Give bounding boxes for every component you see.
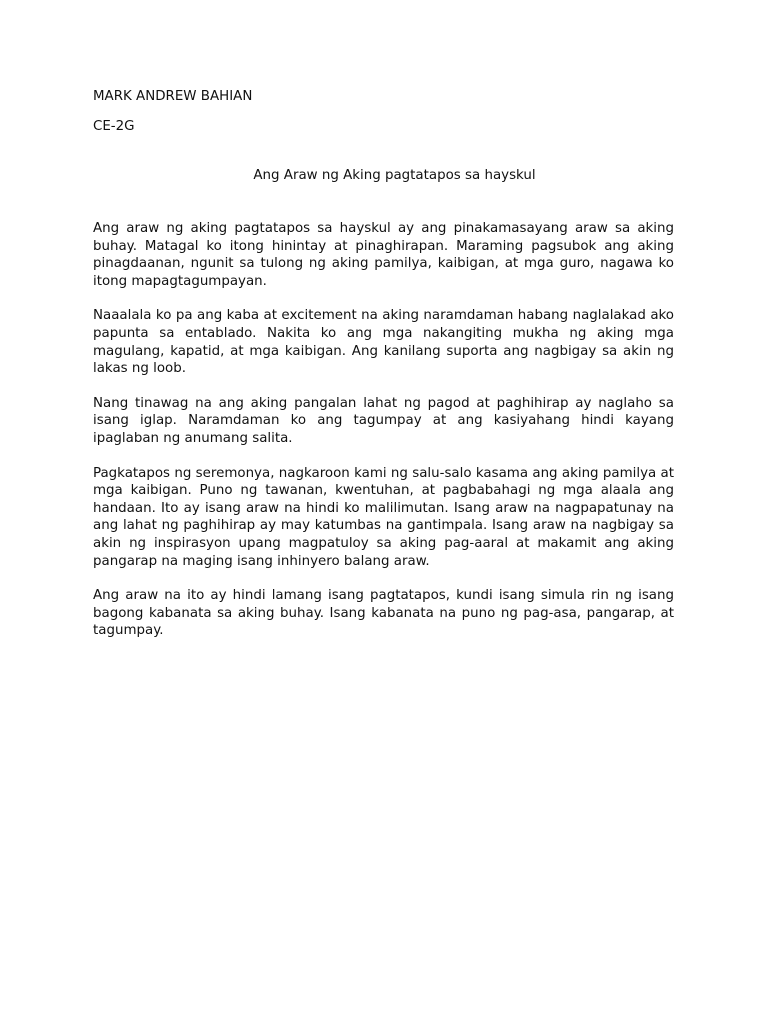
essay-title: Ang Araw ng Aking pagtatapos sa hayskul [253, 168, 536, 183]
essay-paragraph: Ang araw ng aking pagtatapos sa hayskul ay ang pinakamasayang araw sa aking buhay. Matagal ko itong hinintay at pinaghirapan. Maraming pagsubok ang aking pinagdaanan, ngunit sa tulong ng aking pamilya, kaibigan, at mga guro, nagawa ko itong mapagtagumpayan. [93, 221, 674, 289]
essay-paragraph: Ang araw na ito ay hindi lamang isang pagtatapos, kundi isang simula rin ng isang bagong kabanata sa aking buhay. Isang kabanata na puno ng pag-asa, pangarap, at tagumpay. [93, 588, 674, 639]
author-name: MARK ANDREW BAHIAN [93, 89, 253, 104]
essay-paragraph: Pagkatapos ng seremonya, nagkaroon kami ng salu-salo kasama ang aking pamilya at mga kaibigan. Puno ng tawanan, kwentuhan, at pagbabahagi ng mga alaala ang handaan. Ito ay isang araw na hindi ko malilimutan. Isang araw na nagpapatunay na ang lahat ng paghihirap ay may katumbas na gantimpala. Isang araw na nagbigay sa akin ng inspirasyon upang magpatuloy sa aking pag-aaral at makamit ang aking pangarap na maging isang inhinyero balang araw. [93, 465, 674, 569]
essay-paragraph: Naaalala ko pa ang kaba at excitement na aking naramdaman habang naglalakad ako papunta sa entablado. Nakita ko ang mga nakangiting mukha ng aking mga magulang, kapatid, at mga kaibigan. Ang kanilang suporta ang nagbigay sa akin ng lakas ng loob. [93, 308, 674, 377]
document-content [93, 88, 674, 657]
essay-body [93, 220, 674, 640]
class-section: CE-2G [93, 119, 135, 134]
essay-paragraph: Nang tinawag na ang aking pangalan lahat ng pagod at paghihirap ay naglaho sa isang iglap. Naramdaman ko ang tagumpay at ang kasiyahang hindi kayang ipaglaban ng anumang salita. [93, 395, 674, 446]
